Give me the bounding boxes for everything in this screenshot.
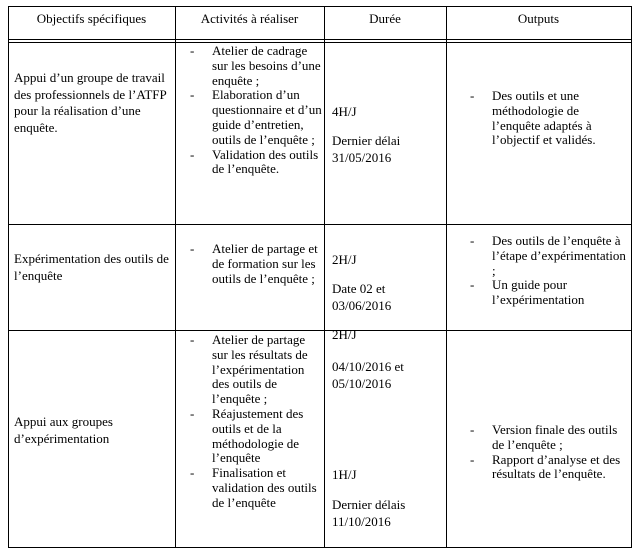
activity-item — [188, 466, 322, 510]
table-border-left — [8, 6, 9, 548]
activity-table — [8, 6, 632, 548]
output-text: Version finale des outils de l’enquête ; — [492, 422, 618, 452]
header-divider — [8, 39, 632, 40]
duration-text: Date 02 et 03/06/2016 — [332, 281, 392, 313]
activity-item — [188, 148, 322, 178]
bullet-dash: - — [470, 88, 475, 103]
bullet-dash: - — [190, 241, 195, 256]
duration-text: 2H/J — [332, 252, 357, 267]
header-divider — [8, 42, 632, 43]
table-border-bottom — [8, 547, 632, 548]
output-item — [468, 278, 626, 308]
bullet-dash: - — [190, 465, 195, 481]
output-text: Des outils de l’enquête à l’étape d’expérimentation ; — [492, 233, 626, 278]
bullet-dash: - — [470, 422, 475, 437]
activity-item — [188, 333, 322, 407]
bullet-dash: - — [470, 277, 475, 293]
row-divider — [8, 330, 632, 331]
header-activites: Activités à réaliser — [200, 11, 299, 26]
header-outputs: Outputs — [517, 11, 560, 26]
activities-cell — [188, 44, 322, 177]
activity-text: Réajustement des outils et de la méthodologie de l’enquête — [212, 405, 304, 466]
activity-item — [188, 242, 322, 286]
output-text: Rapport d’analyse et des résultats de l’enquête. — [492, 451, 621, 482]
table-border-right — [631, 6, 632, 548]
activities-cell — [188, 242, 322, 286]
output-text: Des outils et une méthodologie de l’enquête adaptés à l’objectif et validés. — [492, 88, 596, 148]
activity-text: Atelier de cadrage sur les besoins d’une enquête ; — [212, 43, 321, 88]
activity-text: Atelier de partage et de formation sur les outils de l’enquête ; — [212, 241, 318, 286]
duration-text: 2H/J — [332, 327, 357, 342]
duration-text: 1H/J — [332, 467, 357, 482]
header-duree: Durée — [369, 11, 401, 26]
objective-cell: Appui d’un groupe de travail des professionnels de l’ATFP pour la réalisation d’une enquête. — [14, 70, 167, 135]
outputs-cell — [468, 423, 626, 482]
column-divider — [446, 6, 447, 548]
duration-text: Dernier délais 11/10/2016 — [332, 497, 406, 529]
output-item — [468, 423, 626, 453]
column-divider — [175, 6, 176, 548]
output-item — [468, 234, 626, 278]
objective-cell: Appui aux groupes d’expérimentation — [14, 414, 113, 446]
activity-item — [188, 407, 322, 466]
bullet-dash: - — [190, 87, 195, 103]
output-item — [468, 453, 626, 483]
output-item — [468, 89, 626, 148]
duration-text: 04/10/2016 et 05/10/2016 — [332, 359, 404, 391]
bullet-dash: - — [190, 332, 195, 347]
outputs-cell — [468, 234, 626, 308]
activity-text: Atelier de partage sur les résultats de l’expérimentation des outils de l’enquête ; — [212, 332, 308, 407]
output-text: Un guide pour l’expérimentation — [492, 277, 585, 308]
activity-item — [188, 44, 322, 88]
outputs-cell — [468, 89, 626, 148]
activity-text: Validation des outils de l’enquête. — [212, 146, 319, 177]
bullet-dash: - — [190, 146, 195, 162]
table-border-top — [8, 6, 632, 7]
objective-cell: Expérimentation des outils de l’enquête — [14, 251, 169, 283]
bullet-dash: - — [470, 451, 475, 467]
row-divider — [8, 224, 632, 225]
column-divider — [324, 6, 325, 548]
duration-text: 4H/J — [332, 104, 357, 119]
activity-text: Finalisation et validation des outils de l’enquête — [212, 465, 317, 510]
activity-item — [188, 88, 322, 147]
header-objectifs: Objectifs spécifiques — [36, 11, 147, 26]
bullet-dash: - — [190, 43, 195, 58]
activity-text: Elaboration d’un questionnaire et d’un guide d’entretien, outils de l’enquête ; — [212, 87, 322, 147]
bullet-dash: - — [190, 405, 195, 421]
bullet-dash: - — [470, 233, 475, 248]
duration-text: Dernier délai 31/05/2016 — [332, 133, 401, 165]
activities-cell — [188, 333, 322, 511]
